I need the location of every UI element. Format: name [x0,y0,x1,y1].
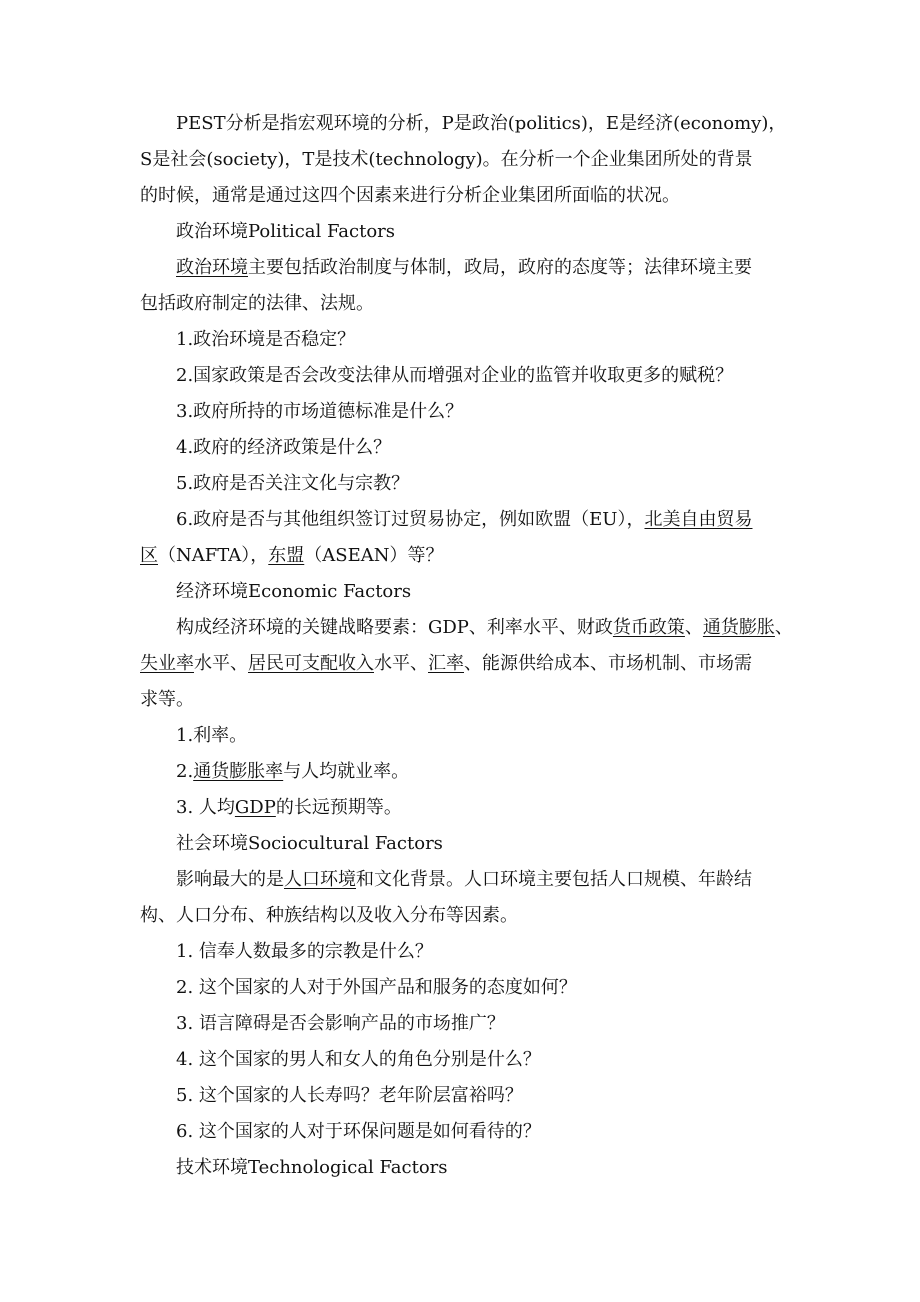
social-body-line-1 [0,865,920,895]
intro-line-3: 的时候，通常是通过这四个因素来进行分析企业集团所面临的状况。 [140,185,680,206]
political-body-line-1 [0,253,920,283]
text-span: 的长远预期等。 [275,797,402,818]
social-heading: 社会环境Sociocultural Factors [176,833,443,854]
economic-item-1: 1.利率。 [176,725,248,746]
economic-body-line-1 [0,613,920,643]
text-span: （ASEAN）等？ [304,545,444,566]
political-heading: 政治环境Political Factors [176,221,396,242]
political-body-line-2: 包括政府制定的法律、法规。 [140,293,374,314]
text-span: 和文化背景。人口环境主要包括人口规模、年龄结 [356,869,752,890]
link-nafta[interactable]: 北美自由贸易 [644,509,753,530]
economic-item-3 [0,793,920,823]
text-span: 、 [774,617,793,638]
social-body-line-2: 构、人口分布、种族结构以及收入分布等因素。 [140,905,518,926]
social-question-1: 1. 信奉人数最多的宗教是什么？ [176,941,433,962]
economic-heading: 经济环境Economic Factors [176,581,412,602]
link-political-environment[interactable]: 政治环境 [176,257,248,278]
political-question-3: 3.政府所持的市场道德标准是什么？ [176,401,464,422]
link-disposable-income[interactable]: 居民可支配收入 [248,653,374,674]
link-nafta-end[interactable]: 区 [140,545,158,566]
intro-line-1: PEST分析是指宏观环境的分析，P是政治(politics)，E是经济(economy)， [176,113,787,134]
link-unemployment-rate[interactable]: 失业率 [140,653,194,674]
link-inflation[interactable]: 通货膨胀 [702,617,775,638]
link-monetary-policy[interactable]: 货币政策 [612,617,685,638]
text-span: 3. 人均 [176,797,235,818]
link-population-environment[interactable]: 人口环境 [284,869,356,890]
text-span: 水平、 [194,653,248,674]
text-span: 2. [176,761,194,782]
political-question-6-line-1 [0,505,920,535]
link-exchange-rate[interactable]: 汇率 [428,653,464,674]
text-span: 、能源供给成本、市场机制、市场需 [464,653,752,674]
political-question-2: 2.国家政策是否会改变法律从而增强对企业的监管并收取更多的赋税？ [176,365,734,386]
intro-line-2: S是社会(society)，T是技术(technology)。在分析一个企业集团所处的背景 [140,149,753,170]
technological-heading: 技术环境Technological Factors [176,1157,448,1178]
social-question-4: 4. 这个国家的男人和女人的角色分别是什么？ [176,1049,541,1070]
link-gdp[interactable]: GDP [234,797,276,818]
social-question-2: 2. 这个国家的人对于外国产品和服务的态度如何？ [176,977,577,998]
economic-item-2 [0,757,920,787]
text-span: （NAFTA）， [158,545,269,566]
social-question-6: 6. 这个国家的人对于环保问题是如何看待的？ [176,1121,541,1142]
economic-body-line-2 [0,649,920,679]
political-question-6-line-2 [0,541,920,571]
social-question-5: 5. 这个国家的人长寿吗？老年阶层富裕吗？ [176,1085,523,1106]
social-question-3: 3. 语言障碍是否会影响产品的市场推广？ [176,1013,505,1034]
political-question-4: 4.政府的经济政策是什么？ [176,437,392,458]
text-span: 主要包括政治制度与体制，政局，政府的态度等；法律环境主要 [248,257,752,278]
text-span: 6.政府是否与其他组织签订过贸易协定，例如欧盟（EU）， [176,509,645,530]
link-inflation-rate[interactable]: 通货膨胀率 [193,761,284,782]
political-question-5: 5.政府是否关注文化与宗教？ [176,473,410,494]
text-span: 影响最大的是 [176,869,284,890]
text-span: 构成经济环境的关键战略要素：GDP、利率水平、财政 [176,617,613,638]
political-question-1: 1.政治环境是否稳定？ [176,329,356,350]
text-span: 、 [684,617,703,638]
text-span: 水平、 [374,653,428,674]
text-span: 与人均就业率。 [283,761,410,782]
link-asean[interactable]: 东盟 [268,545,305,566]
economic-body-line-3: 求等。 [140,689,194,710]
